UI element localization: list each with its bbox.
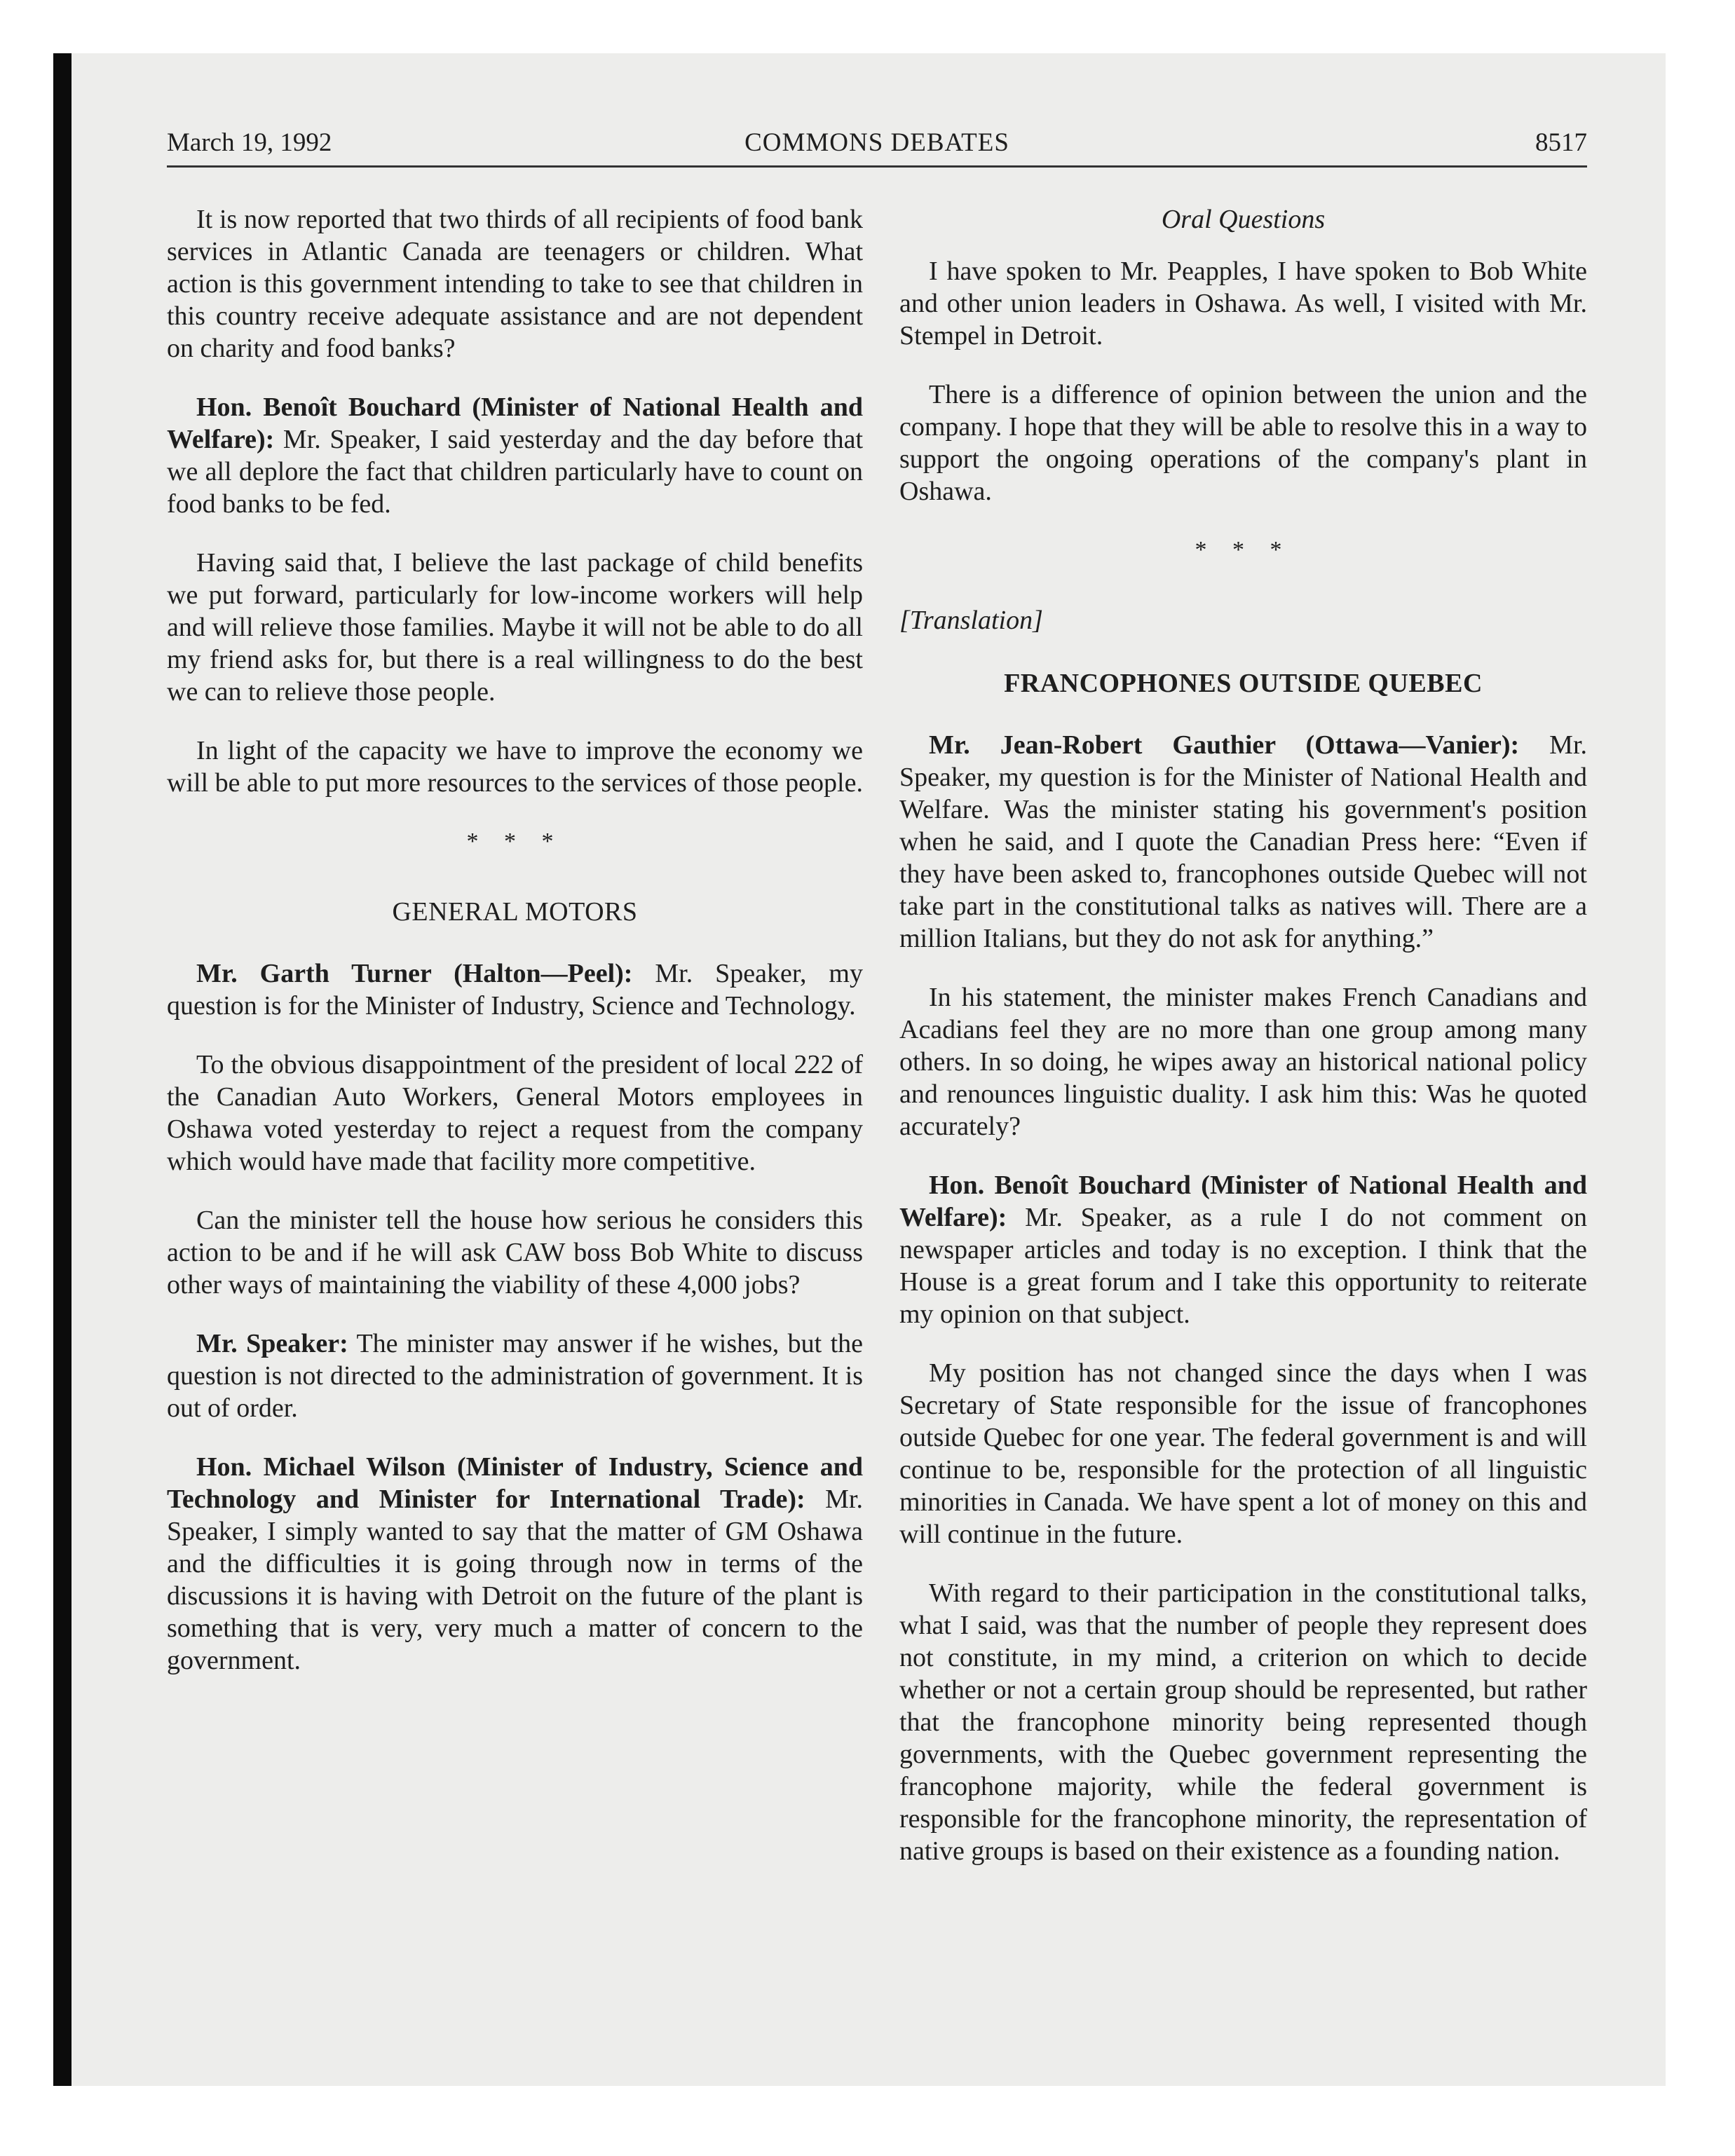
speaker-name: Mr. Speaker: bbox=[196, 1329, 348, 1358]
speech-text: Mr. Speaker, I simply wanted to say that the matter of GM Oshawa and the difficulties it is going through now in terms of the discussions it is having with Detroit on the future of the plant is something that is very, very much a matter of concern to the government. bbox=[167, 1485, 863, 1675]
header-title: COMMONS DEBATES bbox=[744, 128, 1009, 157]
section-divider: * * * bbox=[466, 828, 564, 854]
speaker-name: Mr. Jean-Robert Gauthier (Ottawa—Vanier): bbox=[929, 730, 1520, 760]
paragraph: With regard to their participation in the constitutional talks, what I said, was that the number of people they represent does not constitute, in my mind, a criterion on which to decide whether or not a certain group should be represented, but rather that the francophone minority being represented though governments, with the Quebec government representing the francophone majority, while the federal government is responsible for the francophone minority, the representation of native groups is based on their existence as a founding nation. bbox=[899, 1578, 1587, 1866]
paragraph: In his statement, the minister makes French Canadians and Acadians feel they are no more than one group among many others. In so doing, he wipes away an historical national policy and renounces linguistic duality. I ask him this: Was he quoted accurately? bbox=[899, 983, 1587, 1141]
paragraph bbox=[167, 1328, 863, 1424]
paragraph: Can the minister tell the house how serious he considers this action to be and if he will ask CAW boss Bob White to discuss other ways of maintaining the viability of these 4,000 jobs? bbox=[167, 1206, 863, 1299]
speech-text: The minister may answer if he wishes, but the question is not directed to the administration of government. It is out of order. bbox=[167, 1329, 863, 1423]
paragraph bbox=[167, 391, 863, 520]
paragraph: It is now reported that two thirds of all recipients of food bank services in Atlantic Canada are teenagers or children. What action is this government intending to take to see that children in this country receive adequate assistance and are not dependent on charity and food banks? bbox=[167, 205, 863, 363]
running-head: Oral Questions bbox=[1161, 205, 1326, 234]
paragraph bbox=[899, 729, 1587, 955]
speech-text: Mr. Speaker, I said yesterday and the day before that we all deplore the fact that children particularly have to count on food banks to be fed. bbox=[167, 425, 863, 519]
page-header bbox=[167, 123, 1587, 168]
paragraph: My position has not changed since the days when I was Secretary of State responsible for the issue of francophones outside Quebec for one year. The federal government is and will continue to be, responsible for the protection of all linguistic minorities in Canada. We have spent a lot of money on this and will continue in the future. bbox=[899, 1358, 1587, 1549]
speaker-name: Hon. Benoît Bouchard (Minister of National Health and Welfare): bbox=[167, 393, 863, 454]
paragraph: In light of the capacity we have to improve the economy we will be able to put more resources to the services of those people. bbox=[167, 736, 863, 798]
header-page-number: 8517 bbox=[1535, 128, 1587, 157]
section-divider: * * * bbox=[1195, 537, 1292, 563]
section-heading: FRANCOPHONES OUTSIDE QUEBEC bbox=[1004, 669, 1483, 698]
speaker-name: Mr. Garth Turner (Halton—Peel): bbox=[196, 959, 633, 988]
paragraph: Having said that, I believe the last package of child benefits we put forward, particularly for low-income workers will help and will relieve those families. Maybe it will not be able to do all my friend asks for, but there is a real willingness to do the best we can to relieve those people. bbox=[167, 548, 863, 707]
header-date: March 19, 1992 bbox=[167, 128, 332, 157]
translation-marker: [Translation] bbox=[899, 606, 1043, 635]
paragraph bbox=[899, 1169, 1587, 1330]
speech-text: Mr. Speaker, my question is for the Minister of Industry, Science and Technology. bbox=[167, 959, 863, 1021]
paragraph bbox=[167, 957, 863, 1022]
speaker-name: Hon. Michael Wilson (Minister of Industry, Science and Technology and Minister for International Trade): bbox=[167, 1452, 863, 1514]
paragraph: I have spoken to Mr. Peapples, I have spoken to Bob White and other union leaders in Oshawa. As well, I visited with Mr. Stempel in Detroit. bbox=[899, 257, 1587, 350]
binding-edge bbox=[53, 53, 72, 2086]
right-column bbox=[899, 203, 1587, 1894]
left-column bbox=[167, 203, 863, 1703]
speech-text: Mr. Speaker, as a rule I do not comment on newspaper articles and today is no exception. I think that the House is a great forum and I take this opportunity to reiterate my opinion on that subject. bbox=[899, 1203, 1587, 1329]
speaker-name: Hon. Benoît Bouchard (Minister of National Health and Welfare): bbox=[899, 1171, 1587, 1232]
speech-text: Mr. Speaker, my question is for the Minister of National Health and Welfare. Was the minister stating his government's position when he said, and I quote the Canadian Press here: “Even if they have been asked to, francophones outside Quebec will not take part in the constitutional talks as natives will. There are a million Italians, but they do not ask for anything.” bbox=[899, 730, 1587, 953]
paragraph bbox=[167, 1451, 863, 1677]
section-heading: GENERAL MOTORS bbox=[392, 897, 638, 927]
paragraph: There is a difference of opinion between the union and the company. I hope that they will be able to resolve this in a way to support the ongoing operations of the company's plant in Oshawa. bbox=[899, 380, 1587, 506]
paragraph: To the obvious disappointment of the president of local 222 of the Canadian Auto Workers, General Motors employees in Oshawa voted yesterday to reject a request from the company which would have made that facility more competitive. bbox=[167, 1050, 863, 1176]
